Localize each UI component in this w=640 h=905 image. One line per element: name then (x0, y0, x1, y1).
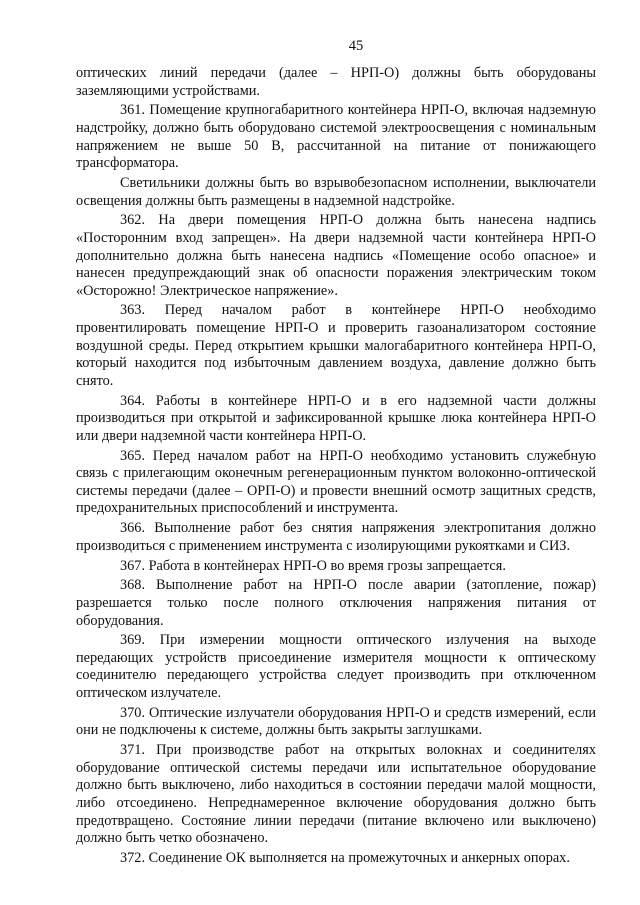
paragraph-361: 361. Помещение крупногабаритного контейнера НРП-О, включая надземную надстройку, должно быть оборудовано системой электроосвещения с номинальным напряжением не выше 50 В, рассчитанной на питание от понижающего трансформатора. (76, 102, 596, 172)
paragraph-369: 369. При измерении мощности оптического излучения на выходе передающих устройств присоединение измерителя мощности к оптическому соединителю передающего устройства следует производить при отключенном оптическом излучателе. (76, 632, 596, 702)
paragraph-371: 371. При производстве работ на открытых волокнах и соединителях оборудование оптической системы передачи или испытательное оборудование должно быть выключено, либо находиться в состоянии передачи малой мощности, либо отсоединено. Непреднамеренное включение оборудования должно быть предотвращено. Состояние линии передачи (питание включено или выключено) должно быть четко обозначено. (76, 742, 596, 847)
paragraph-366: 366. Выполнение работ без снятия напряжения электропитания должно производиться с применением инструмента с изолирующими рукоятками и СИЗ. (76, 520, 596, 554)
paragraph-361-lights: Светильники должны быть во взрывобезопасном исполнении, выключатели освещения должны быть размещены в надземной надстройке. (76, 174, 596, 209)
paragraph-363: 363. Перед началом работ в контейнере НРП-О необходимо провентилировать помещение НРП-О и проверить газоанализатором состояние воздушной среды. Перед открытием крышки малогабаритного контейнера НРП-О, который находится под избыточным давлением воздуха, давление должно быть снято. (76, 302, 596, 389)
paragraph-continuation: оптических линий передачи (далее – НРП-О) должны быть оборудованы заземляющими устройствами. (76, 65, 596, 99)
paragraph-367: 367. Работа в контейнерах НРП-О во время грозы запрещается. (120, 557, 506, 574)
body-text (76, 65, 596, 868)
paragraph-364: 364. Работы в контейнере НРП-О и в его надземной части должны производиться при открытой и зафиксированной крышке люка контейнера НРП-О или двери надземной части контейнера НРП-О. (76, 392, 596, 444)
paragraph-365: 365. Перед началом работ на НРП-О необходимо установить служебную связь с прилегающим оконечным регенерационным пунктом волоконно-оптической системы передачи (далее – ОРП-О) и провести внешний осмотр защитных средств, предохранительных приспособлений и инструмента. (76, 447, 596, 517)
paragraph-368: 368. Выполнение работ на НРП-О после аварии (затопление, пожар) разрешается только после полного отключения напряжения питания от оборудования. (76, 577, 596, 629)
paragraph-362: 362. На двери помещения НРП-О должна быть нанесена надпись «Посторонним вход запрещен». На двери надземной части контейнера НРП-О дополнительно должна быть нанесена надпись «Помещение особо опасное» и нанесен предупреждающий знак об опасности поражения электрическим током «Осторожно! Электрическое напряжение». (76, 212, 596, 299)
paragraph-370: 370. Оптические излучатели оборудования НРП-О и средств измерений, если они не подключены к системе, должны быть закрыты заглушками. (76, 704, 596, 739)
paragraph-372: 372. Соединение ОК выполняется на промежуточных и анкерных опорах. (120, 849, 570, 866)
page-number: 45 (348, 38, 364, 54)
